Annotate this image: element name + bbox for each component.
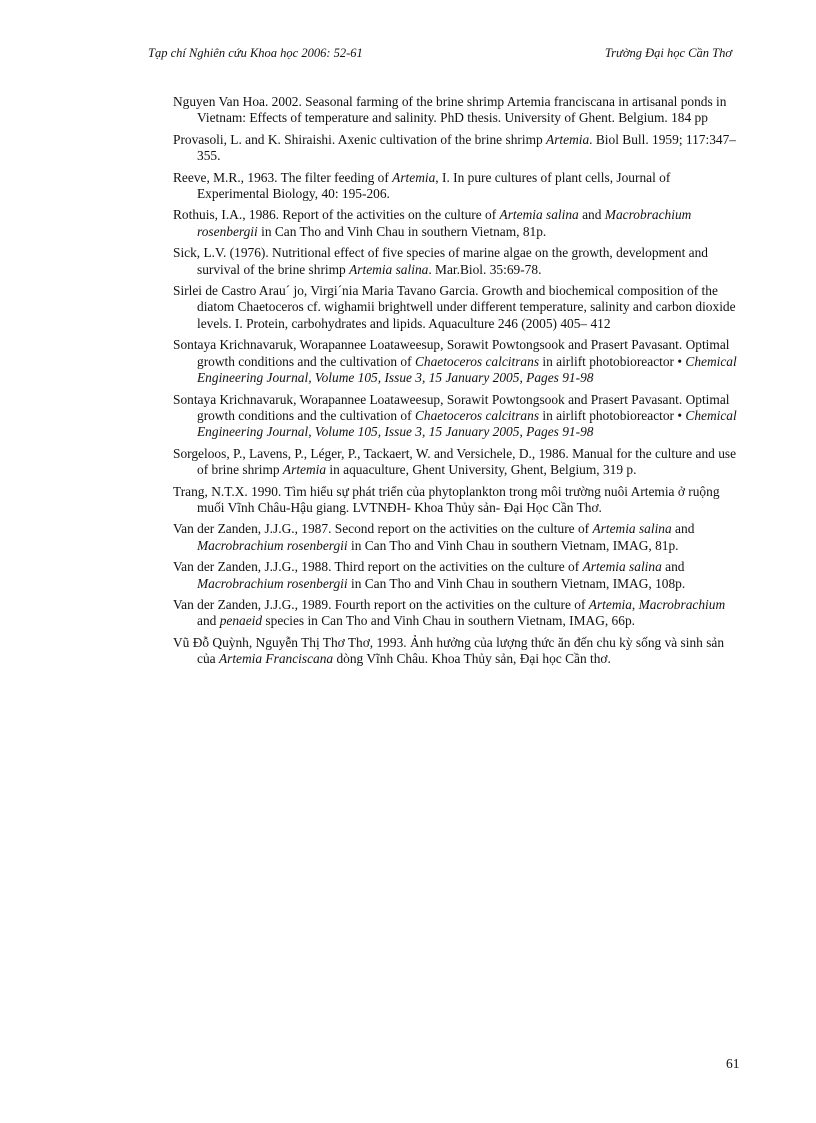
- university-name: Trường Đại học Cần Thơ: [604, 46, 732, 60]
- running-header: [148, 46, 732, 64]
- reference-entry: [173, 132, 743, 165]
- reference-italic-text: Artemia salina: [349, 261, 429, 277]
- reference-text: in aquaculture, Ghent University, Ghent, Belgium, 319 p.: [326, 462, 637, 478]
- reference-entry: [173, 484, 743, 517]
- journal-citation: Tạp chí Nghiên cứu Khoa học 2006: 52-61: [148, 46, 363, 60]
- reference-text: Reeve, M.R., 1963. The filter feeding of: [173, 169, 393, 185]
- reference-italic-text: Artemia salina: [592, 521, 672, 537]
- reference-text: species in Can Tho and Vinh Chau in southern Vietnam, IMAG, 66p.: [262, 613, 635, 629]
- reference-text: and: [671, 521, 695, 537]
- reference-italic-text: Chaetoceros calcitrans: [414, 407, 540, 423]
- reference-text: , I. In pure cultures of plant cells, Journal of Experimental Biology, 40: 195-206.: [197, 169, 671, 202]
- reference-italic-text: Artemia Franciscana: [218, 651, 334, 667]
- reference-text: ,: [631, 596, 639, 612]
- reference-entry: [173, 245, 743, 278]
- reference-italic-text: Artemia: [282, 462, 327, 478]
- reference-entry: [173, 521, 743, 554]
- reference-text: Sorgeloos, P., Lavens, P., Léger, P., Tackaert, W. and Versichele, D., 1986. Manual for the culture and use of brine shrimp: [173, 445, 737, 478]
- reference-text: Vũ Đỗ Quỳnh, Nguyễn Thị Thơ Thơ, 1993. Ảnh hưởng của lượng thức ăn đến chu kỳ sống và sinh sản của: [173, 634, 725, 667]
- reference-text: Van der Zanden, J.J.G., 1987. Second report on the activities on the culture of: [173, 521, 593, 537]
- reference-entry: [173, 559, 743, 592]
- reference-italic-text: Chemical Engineering Journal, Volume 105, Issue 3, 15 January 2005, Pages 91-98: [197, 407, 737, 440]
- reference-text: . Biol Bull. 1959; 117:347–355.: [197, 131, 736, 164]
- reference-text: Provasoli, L. and K. Shiraishi. Axenic cultivation of the brine shrimp: [173, 131, 547, 147]
- reference-entry: [173, 94, 743, 127]
- reference-entry: [173, 597, 743, 630]
- reference-text: in Can Tho and Vinh Chau in southern Vietnam, 81p.: [257, 223, 547, 239]
- reference-text: Van der Zanden, J.J.G., 1989. Fourth report on the activities on the culture of: [173, 596, 589, 612]
- reference-entry: [173, 283, 743, 332]
- reference-text: and: [578, 207, 605, 223]
- reference-text: Nguyen Van Hoa. 2002. Seasonal farming of the brine shrimp Artemia franciscana in artisanal ponds in Vietnam: Effects of temperature and salinity. PhD thesis. University of Ghent. Belgium. 184 pp: [173, 94, 727, 126]
- reference-entry: [173, 170, 743, 203]
- reference-text: in Can Tho and Vinh Chau in southern Vietnam, IMAG, 81p.: [347, 537, 679, 553]
- reference-italic-text: Macrobrachium rosenbergii: [197, 537, 348, 553]
- reference-text: in airlift photobioreactor •: [539, 353, 686, 369]
- reference-entry: [173, 337, 743, 386]
- reference-italic-text: Chemical Engineering Journal, Volume 105, Issue 3, 15 January 2005, Pages 91-98: [197, 353, 737, 386]
- reference-text: Sontaya Krichnavaruk, Worapannee Loataweesup, Sorawit Powtongsook and Prasert Pavasant. Optimal growth conditions and the cultivation of: [173, 337, 730, 369]
- reference-text: Sirlei de Castro Arau´ jo, Virgi´nia Maria Tavano Garcia. Growth and biochemical composition of the diatom Chaetoceros cf. wighamii brightwell under different temperature, salinity and carbon dioxide levels. I. Protein, carbohydrates and lipids. Aquaculture 246 (2005) 405– 412: [173, 283, 736, 331]
- reference-text: Van der Zanden, J.J.G., 1988. Third report on the activities on the culture of: [173, 559, 583, 575]
- reference-italic-text: Macrobrachium: [638, 596, 726, 612]
- reference-italic-text: Chaetoceros calcitrans: [414, 353, 540, 369]
- reference-text: in Can Tho and Vinh Chau in southern Vietnam, IMAG, 108p.: [347, 575, 686, 591]
- reference-entry: [173, 392, 743, 441]
- reference-italic-text: Artemia: [588, 596, 632, 612]
- reference-text: . Mar.Biol. 35:69-78.: [428, 261, 542, 277]
- reference-text: in airlift photobioreactor •: [539, 407, 686, 423]
- reference-entry: [173, 635, 743, 668]
- reference-text: Trang, N.T.X. 1990. Tìm hiểu sự phát triển của phytoplankton trong môi trường nuôi Artemia ở ruộng muối Vĩnh Châu-Hậu giang. LVTNĐH- Khoa Thủy sản- Đại Học Cần Thơ.: [173, 483, 720, 515]
- reference-entry: [173, 207, 743, 240]
- reference-text: and: [197, 613, 220, 629]
- reference-text: Rothuis, I.A., 1986. Report of the activities on the culture of: [173, 207, 500, 223]
- page-number: 61: [726, 1056, 740, 1071]
- reference-italic-text: Artemia salina: [499, 207, 579, 223]
- reference-italic-text: penaeid: [219, 613, 263, 629]
- reference-text: dòng Vĩnh Châu. Khoa Thủy sản, Đại học Cần thơ.: [333, 651, 611, 667]
- reference-italic-text: Macrobrachium rosenbergii: [197, 575, 348, 591]
- reference-italic-text: Artemia: [546, 131, 590, 147]
- reference-italic-text: Macrobrachium rosenbergii: [197, 207, 692, 239]
- reference-text: and: [661, 559, 685, 575]
- reference-entry: [173, 446, 743, 479]
- reference-italic-text: Artemia: [392, 169, 436, 185]
- reference-text: Sontaya Krichnavaruk, Worapannee Loataweesup, Sorawit Powtongsook and Prasert Pavasant. Optimal growth conditions and the cultivation of: [173, 391, 730, 423]
- reference-text: Sick, L.V. (1976). Nutritional effect of five species of marine algae on the growth, development and survival of the brine shrimp: [173, 245, 708, 277]
- reference-italic-text: Artemia salina: [582, 559, 662, 575]
- reference-list: [173, 94, 743, 673]
